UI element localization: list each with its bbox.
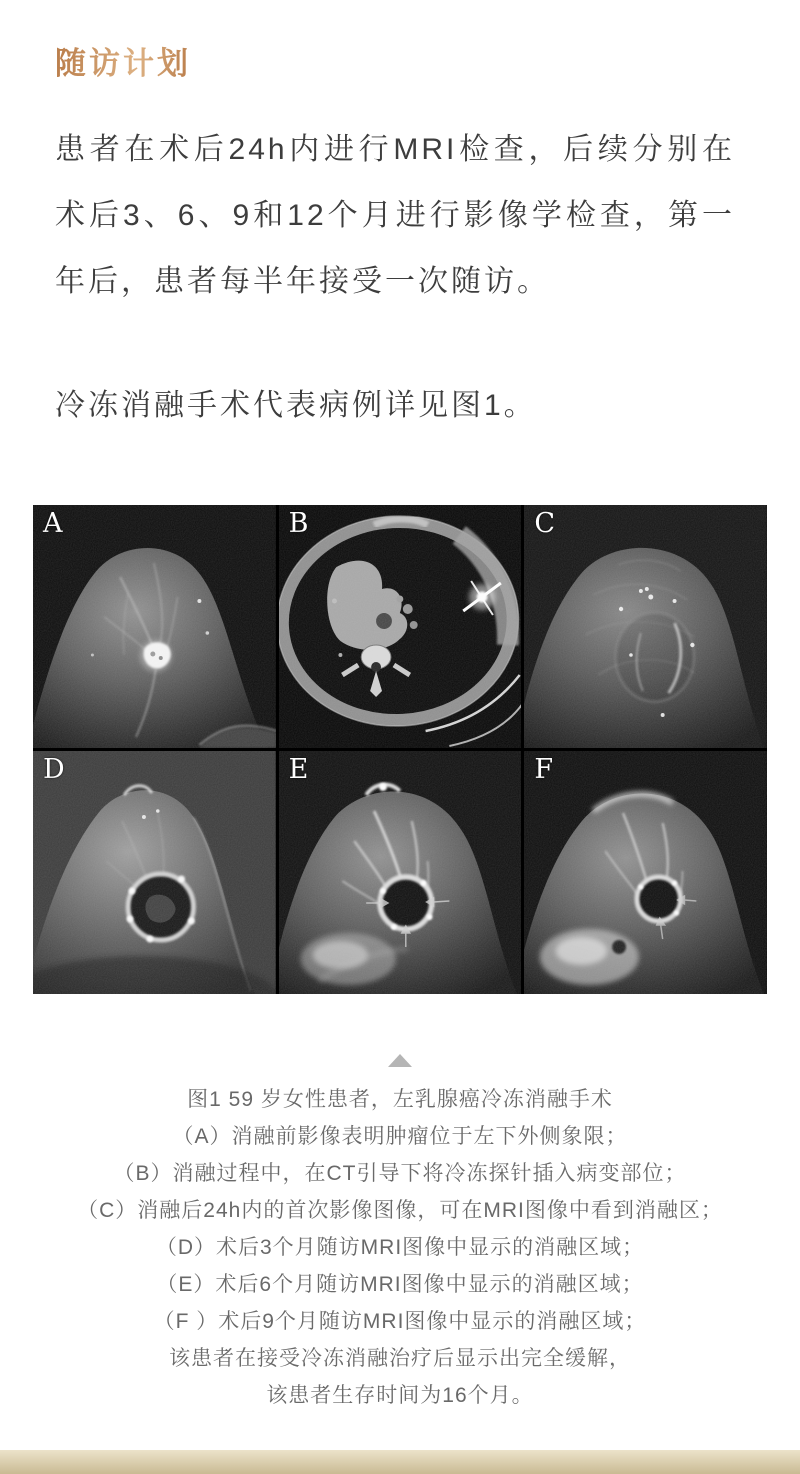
breast-mri-image bbox=[524, 751, 767, 994]
collapse-triangle-icon bbox=[388, 1054, 412, 1067]
chest-ct-image bbox=[279, 505, 522, 748]
paragraph-followup-plan: 患者在术后24h内进行MRI检查，后续分别在术后3、6、9和12个月进行影像学检查，第一年后，患者每半年接受一次随访。 bbox=[55, 133, 735, 298]
caption-line-8: 该患者在接受冷冻消融治疗后显示出完全缓解， bbox=[169, 1347, 631, 1370]
breast-mri-image bbox=[524, 505, 767, 748]
panel-label-f: F bbox=[534, 754, 554, 785]
panel-label-d: D bbox=[43, 754, 65, 785]
caption-line-6: （E）术后6个月随访MRI图像中显示的消融区域； bbox=[156, 1273, 644, 1296]
figure-panel-a-pre-ablation-mri[interactable] bbox=[33, 505, 276, 748]
figure-panel-c-post-24h-mri[interactable] bbox=[524, 505, 767, 748]
figure-panel-d-3month-mri[interactable] bbox=[33, 751, 276, 994]
panel-label-c: C bbox=[534, 508, 555, 539]
caption-line-2: （A）消融前影像表明肿瘤位于左下外侧象限； bbox=[172, 1125, 628, 1148]
caption-line-1: 图1 59 岁女性患者，左乳腺癌冷冻消融手术 bbox=[187, 1088, 613, 1111]
figure-panel-b-ct-probe[interactable] bbox=[279, 505, 522, 748]
caption-line-7: （F ）术后9个月随访MRI图像中显示的消融区域； bbox=[153, 1310, 647, 1333]
paragraph-case-reference: 冷冻消融手术代表病例详见图1。 bbox=[55, 389, 537, 422]
caption-line-3: （B）消融过程中，在CT引导下将冷冻探针插入病变部位； bbox=[113, 1162, 687, 1185]
breast-mri-image bbox=[33, 505, 276, 748]
caption-line-5: （D）术后3个月随访MRI图像中显示的消融区域； bbox=[155, 1236, 645, 1259]
caption-line-9: 该患者生存时间为16个月。 bbox=[266, 1384, 534, 1407]
caption-line-4: （C）消融后24h内的首次影像图像，可在MRI图像中看到消融区； bbox=[77, 1199, 723, 1222]
panel-label-b: B bbox=[288, 508, 309, 539]
figure-1 bbox=[0, 505, 800, 994]
breast-mri-image bbox=[33, 751, 276, 994]
figure-caption bbox=[0, 1081, 800, 1414]
figure-panel-e-6month-mri[interactable] bbox=[279, 751, 522, 994]
section-title: 随访计划 bbox=[55, 38, 191, 83]
breast-mri-image bbox=[279, 751, 522, 994]
figure-panel-f-9month-mri[interactable] bbox=[524, 751, 767, 994]
footer-gradient-bar bbox=[0, 1450, 800, 1474]
panel-label-e: E bbox=[288, 754, 309, 785]
panel-label-a: A bbox=[43, 508, 63, 539]
figure-grid bbox=[33, 505, 767, 994]
